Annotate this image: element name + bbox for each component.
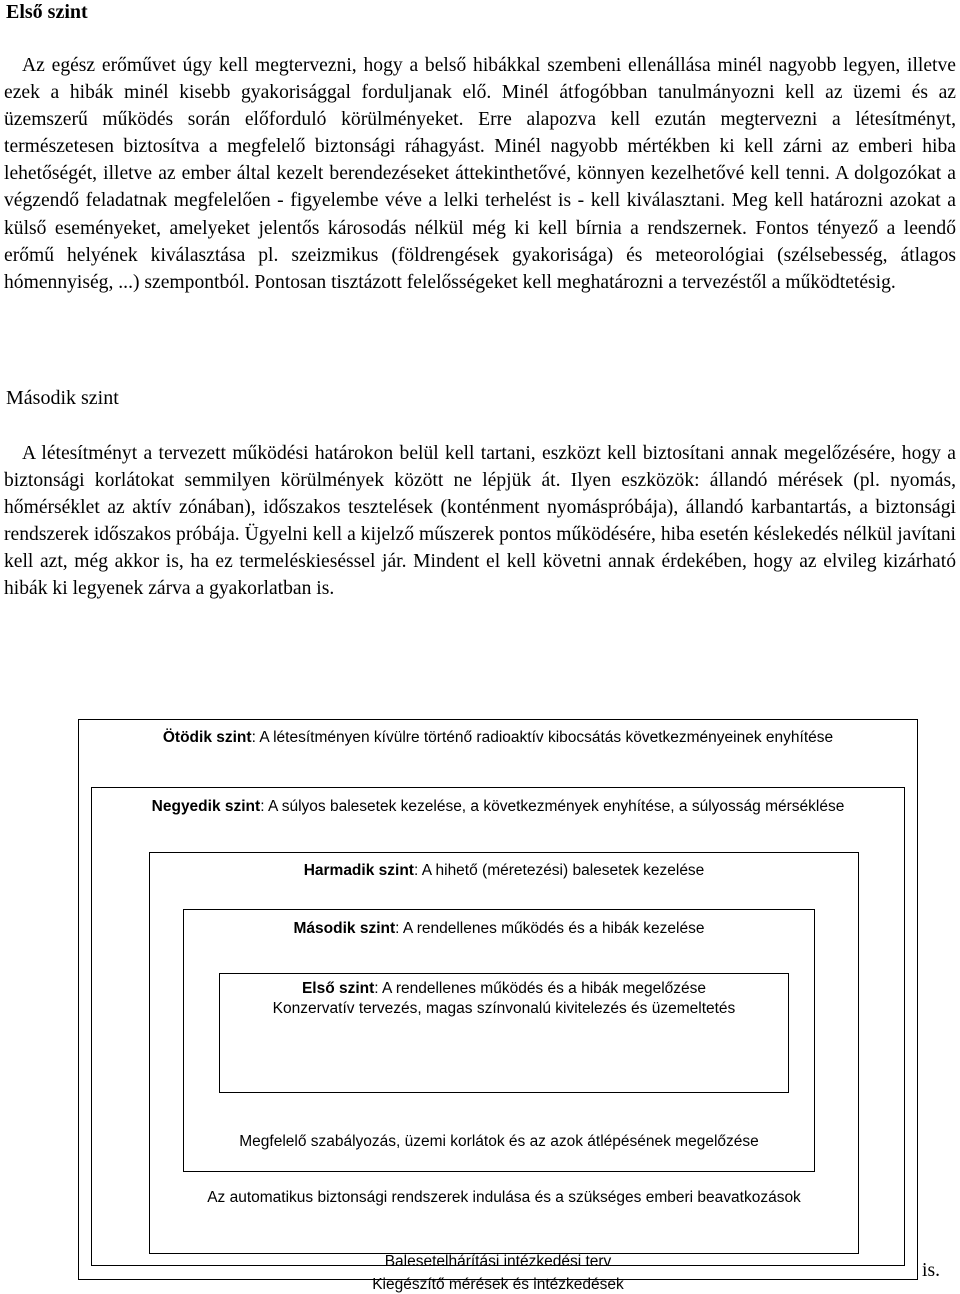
level1-box <box>219 973 789 1093</box>
level1-desc: : A rendellenes működés és a hibák megelőzése <box>374 980 707 997</box>
section-heading-elso-szint: Első szint <box>6 1 88 23</box>
level5-label <box>79 728 917 747</box>
level2-name: Második szint <box>293 920 396 937</box>
level5-measures: Balesetelhárítási intézkedési terv <box>384 1253 612 1270</box>
level3-label <box>150 861 858 880</box>
level4-label <box>92 797 904 816</box>
trailing-text: is. <box>922 1260 940 1281</box>
level5-name: Ötödik szint <box>162 729 252 746</box>
level4-name: Negyedik szint <box>151 798 261 815</box>
level2-desc: : A rendellenes működés és a hibák kezelése <box>395 920 705 937</box>
level2-box <box>183 909 815 1172</box>
level4-measures: Kiegészítő mérések és intézkedések <box>372 1276 624 1293</box>
level3-measures: Az automatikus biztonsági rendszerek indulása és a szükséges emberi beavatkozások <box>207 1189 801 1206</box>
level2-label <box>184 919 814 938</box>
level1-label <box>220 979 788 998</box>
level4-box <box>91 787 905 1293</box>
level2-measures: Megfelelő szabályozás, üzemi korlátok és az azok átlépésének megelőzése <box>239 1133 759 1150</box>
level1-name: Első szint <box>301 980 375 997</box>
level3-name: Harmadik szint <box>303 862 414 879</box>
section-paragraph-masodik-szint: A létesítményt a tervezett működési határokon belül kell tartani, eszközt kell biztosítani annak megelőzésére, hogy a biztonsági korlátokat semmilyen körülmények között ne lépjük át. Ilyen eszközök: állandó mérések (pl. nyomás, hőmérséklet az aktív zónában), időszakos tesztelések (konténment nyomáspróbája), állandó karbantartás, a biztonsági rendszerek időszakos próbája. Ügyelni kell a kijelző műszerek pontos működésére, hiba esetén késlekedés nélkül javítani kell azt, még akkor is, ha ez termeléskieséssel jár. Mindent el kell követni annak érdekében, hogy az elvileg kizárható hibák ki legyenek zárva a gyakorlatban is. <box>4 443 956 600</box>
level3-box <box>149 852 859 1254</box>
level3-desc: : A hihető (méretezési) balesetek kezelése <box>413 862 705 879</box>
level5-box <box>78 719 918 1293</box>
level1-measures: Konzervatív tervezés, magas színvonalú kivitelezés és üzemeltetés <box>272 1000 736 1017</box>
section-paragraph-elso-szint: Az egész erőművet úgy kell megtervezni, hogy a belső hibákkal szembeni ellenállása minél nagyobb legyen, illetve ezek a hibák minél kisebb gyakorisággal forduljanak elő. Minél átfogóbban tanulmányozni kell az üzemi és az üzemszerű működés során előforduló körülményeket. Erre alapozva kell ezután megtervezni a létesítményt, természetesen biztosítva a megfelelő biztonsági ráhagyást. Minél nagyobb mértékben ki kell zárni az emberi hiba lehetőségét, illetve az ember által kezelt berendezéseket áttekinthetővé, könnyen kezelhetővé kell tenni. A dolgozókat a végzendő feladatnak megfelelően - figyelembe véve a lelki terhelést is - kell kiválasztani. Meg kell határozni azokat a külső eseményeket, amelyeket jelentős károsodás nélkül még ki kell bírnia a rendszernek. Fontos tényező a leendő erőmű helyének kiválasztása pl. szeizmikus (földrengések gyakorisága) és meteorológiai (szélsebesség, átlagos hómennyiség, ...) szempontból. Pontosan tisztázott felelősségeket kell meghatározni a tervezéstől a működtetésig. <box>4 55 956 293</box>
section-heading-masodik-szint: Második szint <box>6 387 119 409</box>
level4-desc: : A súlyos balesetek kezelése, a következmények enyhítése, a súlyosság mérséklése <box>260 798 845 815</box>
level5-desc: : A létesítményen kívülre történő radioaktív kibocsátás következményeinek enyhítése <box>251 729 834 746</box>
